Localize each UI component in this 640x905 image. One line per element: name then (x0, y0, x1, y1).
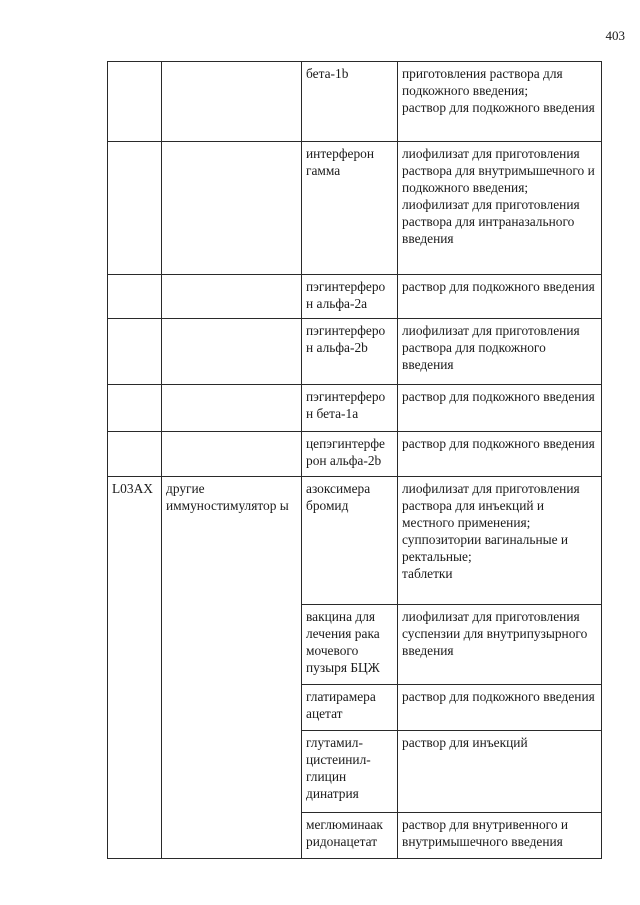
dosage-form-cell: лиофилизат для приготовления раствора для внутримышечного и подкожного введения; лиофилизат для приготовления раствора для интраназального введения (398, 142, 602, 275)
dosage-form-cell: лиофилизат для приготовления раствора для инъекций и местного применения; суппозитории вагинальные и ректальные; таблетки (398, 477, 602, 605)
dosage-form-cell: приготовления раствора для подкожного введения; раствор для подкожного введения (398, 62, 602, 142)
drug-name-cell: глутамил- цистеинил- глицин динатрия (302, 731, 398, 813)
dosage-form-cell: раствор для подкожного введения (398, 432, 602, 477)
drug-name-cell: азоксимера бромид (302, 477, 398, 605)
atc-code-cell (108, 62, 162, 142)
group-name-cell (162, 62, 302, 142)
atc-code-cell (108, 142, 162, 275)
group-name-cell (162, 385, 302, 432)
drug-name-cell: цепэгинтерфе рон альфа-2b (302, 432, 398, 477)
drug-name-cell: меглюминаак ридонацетат (302, 813, 398, 859)
dosage-form-cell: лиофилизат для приготовления суспензии для внутрипузырного введения (398, 605, 602, 685)
table-row (108, 385, 602, 432)
dosage-form-cell: раствор для внутривенного и внутримышечного введения (398, 813, 602, 859)
atc-code-cell (108, 275, 162, 319)
page-number: 403 (605, 28, 625, 43)
table-row (108, 62, 602, 142)
atc-code-cell (108, 385, 162, 432)
medication-table (107, 61, 602, 859)
group-name-cell (162, 142, 302, 275)
drug-name-cell: пэгинтерферо н бета-1а (302, 385, 398, 432)
dosage-form-cell: раствор для подкожного введения (398, 685, 602, 731)
drug-name-cell: пэгинтерферо н альфа-2b (302, 319, 398, 385)
table-row (108, 275, 602, 319)
table-row (108, 477, 602, 605)
atc-code-cell: L03AX (108, 477, 162, 859)
drug-name-cell: глатирамера ацетат (302, 685, 398, 731)
dosage-form-cell: раствор для подкожного введения (398, 385, 602, 432)
drug-name-cell: бета-1b (302, 62, 398, 142)
table-row (108, 319, 602, 385)
table-row (108, 432, 602, 477)
table-row (108, 142, 602, 275)
dosage-form-cell: раствор для подкожного введения (398, 275, 602, 319)
atc-code-cell (108, 432, 162, 477)
group-name-cell: другие иммуностимулятор ы (162, 477, 302, 859)
group-name-cell (162, 275, 302, 319)
group-name-cell (162, 432, 302, 477)
dosage-form-cell: лиофилизат для приготовления раствора для подкожного введения (398, 319, 602, 385)
drug-name-cell: пэгинтерферо н альфа-2а (302, 275, 398, 319)
group-name-cell (162, 319, 302, 385)
drug-name-cell: вакцина для лечения рака мочевого пузыря БЦЖ (302, 605, 398, 685)
drug-name-cell: интерферон гамма (302, 142, 398, 275)
dosage-form-cell: раствор для инъекций (398, 731, 602, 813)
atc-code-cell (108, 319, 162, 385)
